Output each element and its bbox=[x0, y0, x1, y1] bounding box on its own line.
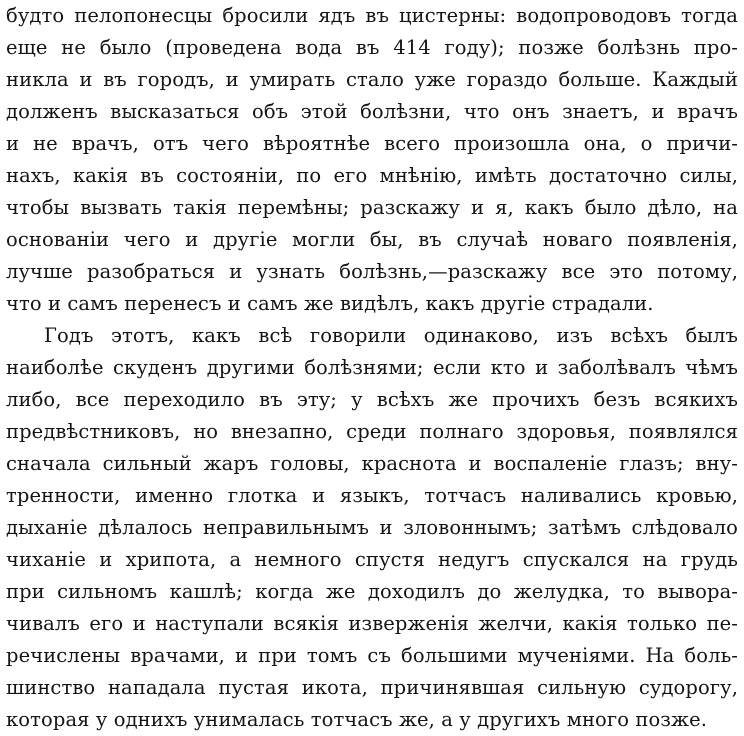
paragraph-2 bbox=[6, 320, 738, 736]
text-line: что и самъ перенесъ и самъ же видѣлъ, какъ другіе страдали. bbox=[6, 292, 654, 315]
text-line: дыханіе дѣлалось неправильнымъ и зловоннымъ; затѣмъ слѣдовало bbox=[6, 516, 738, 539]
text-line: чиханіе и хрипота, а немного спустя недугъ спускался на грудь bbox=[6, 548, 738, 571]
text-line: тренности, именно глотка и языкъ, тотчасъ наливались кровью, bbox=[6, 484, 738, 507]
text-line: либо, все переходило въ эту; у всѣхъ же прочихъ безъ всякихъ bbox=[6, 388, 738, 411]
text-line: чивалъ его и наступали всякія изверженія желчи, какія только пе- bbox=[6, 612, 738, 635]
text-line: чтобы вызвать такія перемѣны; разскажу и я, какъ было дѣло, на bbox=[6, 196, 738, 219]
text-line: сначала сильный жаръ головы, краснота и воспаленіе глазъ; вну- bbox=[6, 452, 738, 475]
text-line: которая у однихъ унималась тотчасъ же, а у другихъ много позже. bbox=[6, 708, 708, 731]
text-line: речислены врачами, и при томъ съ большими мученіями. На боль- bbox=[6, 644, 738, 667]
text-line: Годъ этотъ, какъ всѣ говорили одинаково, изъ всѣхъ былъ bbox=[44, 324, 738, 347]
text-line: еще не было (проведена вода въ 414 году); позже болѣзнь про- bbox=[6, 36, 738, 59]
text-line: будто пелопонесцы бросили ядъ въ цистерны: водопроводовъ тогда bbox=[6, 4, 738, 27]
paragraph-1 bbox=[6, 0, 738, 320]
text-line: предвѣстниковъ, но внезапно, среди полнаго здоровья, появлялся bbox=[6, 420, 738, 443]
text-line: долженъ высказаться объ этой болѣзни, что онъ знаетъ, и врачъ bbox=[6, 100, 738, 123]
text-line: шинство нападала пустая икота, причинявшая сильную судорогу, bbox=[6, 676, 738, 699]
text-line: лучше разобраться и узнать болѣзнь,—разскажу все это потому, bbox=[6, 260, 738, 283]
text-line: нахъ, какія въ состояніи, по его мнѣнію, имѣть достаточно силы, bbox=[6, 164, 738, 187]
text-line: при сильномъ кашлѣ; когда же доходилъ до желудка, то вывора- bbox=[6, 580, 738, 603]
text-line: наиболѣе скуденъ другими болѣзнями; если кто и заболѣвалъ чѣмъ bbox=[6, 356, 738, 379]
text-line: основаніи чего и другіе могли бы, въ случаѣ новаго появленія, bbox=[6, 228, 738, 251]
text-line: никла и въ городъ, и умирать стало уже гораздо больше. Каждый bbox=[6, 68, 738, 91]
text-line: и не врачъ, отъ чего вѣроятнѣе всего произошла она, о причи- bbox=[6, 132, 738, 155]
